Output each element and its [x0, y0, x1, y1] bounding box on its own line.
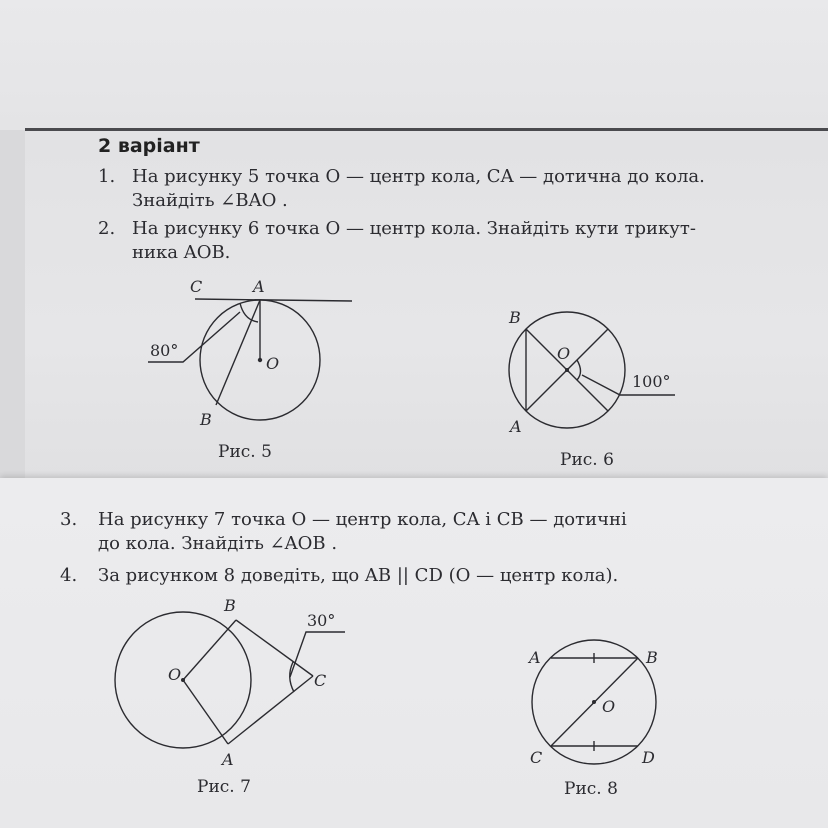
fig8-label-b: B: [646, 648, 658, 667]
fig5-label-o: O: [266, 354, 280, 373]
task-3-line2: до кола. Знайдіть ∠AOB .: [98, 533, 338, 554]
fig8-label-d: D: [642, 748, 655, 767]
task-2-line1: На рисунку 6 точка O — центр кола. Знайдіть кути трикут-: [132, 218, 696, 239]
task-3-number: 3.: [60, 509, 78, 530]
fig5-label-c: C: [190, 277, 203, 296]
fig8-caption: Рис. 8: [564, 779, 618, 799]
fig7-label-a: A: [222, 750, 234, 769]
fig5-caption: Рис. 5: [218, 442, 272, 462]
task-1-line2: Знайдіть ∠BAO .: [132, 190, 288, 211]
fig7-label-b: B: [224, 596, 236, 615]
fig6-angle-label: 100°: [632, 372, 671, 391]
fig6-label-o: O: [557, 344, 571, 363]
fig5-angle-label: 80°: [150, 341, 179, 360]
fig6-label-a: A: [510, 417, 522, 436]
task-4-line1: За рисунком 8 доведіть, що AB || CD (O — центр кола).: [98, 565, 619, 586]
fig8-center-dot: [592, 700, 596, 704]
fig8-label-a: A: [529, 648, 541, 667]
fig6-label-b: B: [509, 308, 521, 327]
fig7-label-c: C: [314, 671, 327, 690]
fig7-label-o: O: [168, 665, 182, 684]
fig5-label-b: B: [200, 410, 212, 429]
task-4-number: 4.: [60, 565, 78, 586]
variant-title: 2 варіант: [98, 135, 200, 157]
task-1-line1: На рисунку 5 точка O — центр кола, CA — дотична до кола.: [132, 166, 705, 187]
fig7-angle-label: 30°: [307, 611, 336, 630]
fig7-caption: Рис. 7: [197, 777, 251, 797]
fig5-label-a: A: [253, 277, 265, 296]
task-3-line1: На рисунку 7 точка O — центр кола, CA і CB — дотичні: [98, 509, 627, 530]
task-2-line2: ника AOB.: [132, 242, 231, 263]
fig8-label-o: O: [602, 697, 616, 716]
task-1-number: 1.: [98, 166, 116, 187]
task-2-number: 2.: [98, 218, 116, 239]
fig6-caption: Рис. 6: [560, 450, 614, 470]
fig8-label-c: C: [530, 748, 543, 767]
